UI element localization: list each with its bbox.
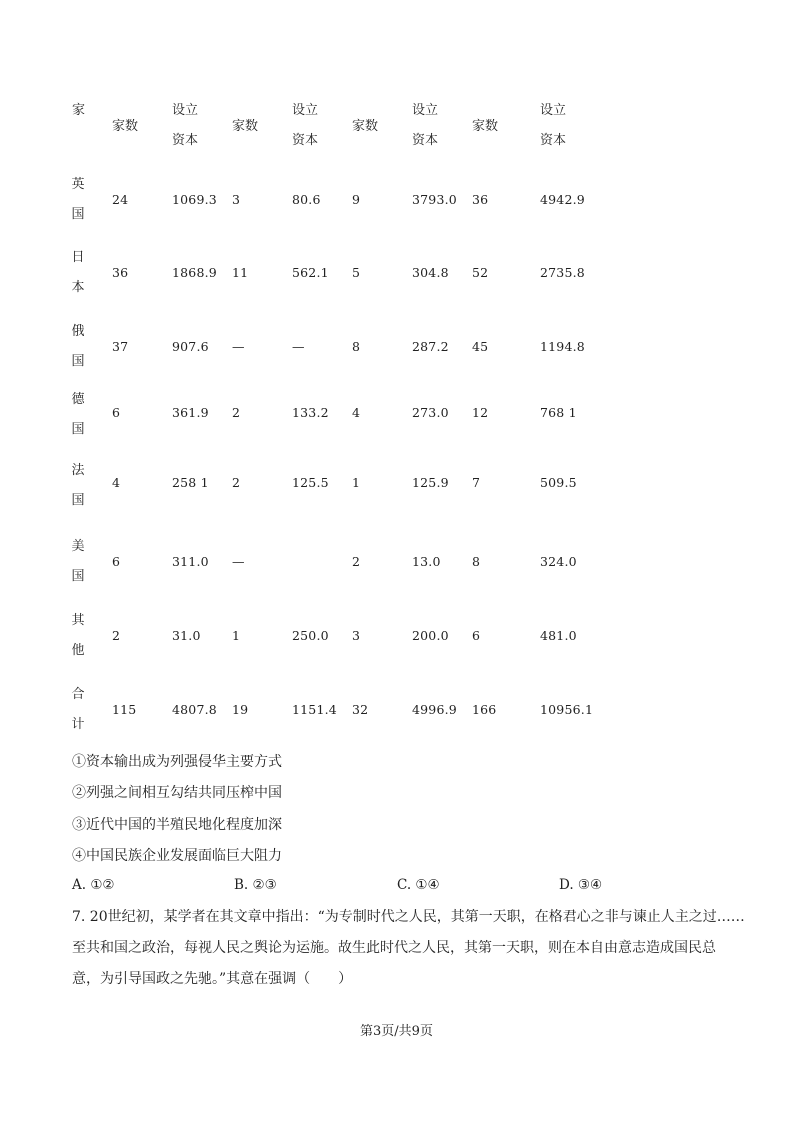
answer-options bbox=[72, 877, 712, 897]
question-7-line-3: 意，为引导国政之先驰。”其意在强调（ ） bbox=[72, 971, 353, 987]
cell-count: 6 bbox=[112, 554, 121, 569]
cell-capital: 250.0 bbox=[292, 628, 329, 643]
cell-count: — bbox=[232, 554, 245, 569]
row-country-name: 其 他 bbox=[71, 613, 85, 658]
cell-capital: 258 1 bbox=[172, 475, 209, 490]
cell-count: 12 bbox=[472, 405, 489, 420]
cell-count: 37 bbox=[112, 339, 129, 354]
header-count-2: 家数 bbox=[232, 119, 259, 134]
cell-capital: 10956.1 bbox=[540, 702, 594, 717]
cell-count: 4 bbox=[352, 405, 361, 420]
row-country-name: 日 本 bbox=[71, 250, 85, 295]
cell-count: 2 bbox=[112, 628, 121, 643]
row-country-name: 德 国 bbox=[71, 392, 85, 437]
header-capital-3: 设立 资本 bbox=[412, 103, 439, 148]
cell-count: 115 bbox=[112, 702, 137, 717]
cell-count: 3 bbox=[232, 192, 241, 207]
cell-capital: 324.0 bbox=[540, 554, 577, 569]
cell-count: 8 bbox=[352, 339, 361, 354]
cell-count: 11 bbox=[232, 265, 249, 280]
row-country-name: 美 国 bbox=[71, 539, 85, 584]
cell-count: 8 bbox=[472, 554, 481, 569]
cell-count: 166 bbox=[472, 702, 497, 717]
cell-capital: 1069.3 bbox=[172, 192, 217, 207]
page-number: 第3页/共9页 bbox=[360, 1024, 433, 1039]
row-country-name: 俄 国 bbox=[71, 324, 85, 369]
cell-capital: 562.1 bbox=[292, 265, 329, 280]
statement-2: ②列强之间相互勾结共同压榨中国 bbox=[72, 785, 282, 801]
cell-capital: 768 1 bbox=[540, 405, 577, 420]
header-capital-1: 设立 资本 bbox=[172, 103, 199, 148]
cell-capital: 509.5 bbox=[540, 475, 577, 490]
cell-count: 9 bbox=[352, 192, 361, 207]
cell-capital: 200.0 bbox=[412, 628, 449, 643]
cell-count: 36 bbox=[112, 265, 129, 280]
option-a[interactable]: A. ①② bbox=[72, 877, 115, 893]
cell-capital: 1868.9 bbox=[172, 265, 217, 280]
cell-capital: 311.0 bbox=[172, 554, 209, 569]
header-count-4: 家数 bbox=[472, 119, 499, 134]
header-capital-2: 设立 资本 bbox=[292, 103, 319, 148]
cell-capital: 125.5 bbox=[292, 475, 329, 490]
row-country-name: 法 国 bbox=[71, 463, 85, 508]
cell-capital: 133.2 bbox=[292, 405, 329, 420]
statement-3: ③近代中国的半殖民地化程度加深 bbox=[72, 817, 282, 833]
cell-count: 45 bbox=[472, 339, 489, 354]
cell-count: 2 bbox=[232, 475, 241, 490]
cell-count: 1 bbox=[352, 475, 361, 490]
cell-count: 36 bbox=[472, 192, 489, 207]
cell-capital: 80.6 bbox=[292, 192, 321, 207]
cell-capital: 481.0 bbox=[540, 628, 577, 643]
header-capital-4: 设立 资本 bbox=[540, 103, 567, 148]
statement-1: ①资本输出成为列强侵华主要方式 bbox=[72, 754, 282, 770]
question-7-line-2: 至共和国之政治，每视人民之舆论为运施。故生此时代之人民，其第一天职，则在本自由意志造成国民总 bbox=[72, 940, 716, 956]
cell-capital: 4942.9 bbox=[540, 192, 585, 207]
cell-count: 1 bbox=[232, 628, 241, 643]
cell-capital: 1151.4 bbox=[292, 702, 337, 717]
cell-capital: 304.8 bbox=[412, 265, 449, 280]
cell-capital: 273.0 bbox=[412, 405, 449, 420]
cell-capital: 4996.9 bbox=[412, 702, 457, 717]
cell-count: 32 bbox=[352, 702, 369, 717]
cell-count: 7 bbox=[472, 475, 481, 490]
question-7-line-1: 7. 20世纪初，某学者在其文章中指出：“为专制时代之人民，其第一天职，在格君心之非与谏止人主之过…… bbox=[72, 909, 745, 925]
cell-capital: 125.9 bbox=[412, 475, 449, 490]
option-b[interactable]: B. ②③ bbox=[234, 877, 277, 893]
option-d[interactable]: D. ③④ bbox=[559, 877, 603, 893]
cell-capital: 287.2 bbox=[412, 339, 449, 354]
header-country: 家 bbox=[72, 103, 86, 118]
cell-count: — bbox=[232, 339, 245, 354]
cell-capital: 31.0 bbox=[172, 628, 201, 643]
header-count-3: 家数 bbox=[352, 119, 379, 134]
cell-capital: 3793.0 bbox=[412, 192, 457, 207]
cell-count: 24 bbox=[112, 192, 129, 207]
cell-count: 19 bbox=[232, 702, 249, 717]
cell-count: 6 bbox=[472, 628, 481, 643]
cell-capital: — bbox=[292, 339, 305, 354]
cell-count: 4 bbox=[112, 475, 121, 490]
cell-capital: 2735.8 bbox=[540, 265, 585, 280]
cell-capital: 361.9 bbox=[172, 405, 209, 420]
statement-4: ④中国民族企业发展面临巨大阻力 bbox=[72, 848, 282, 864]
cell-count: 6 bbox=[112, 405, 121, 420]
cell-capital: 907.6 bbox=[172, 339, 209, 354]
cell-count: 52 bbox=[472, 265, 489, 280]
row-country-name: 合 计 bbox=[71, 687, 85, 732]
cell-capital: 4807.8 bbox=[172, 702, 217, 717]
cell-count: 3 bbox=[352, 628, 361, 643]
cell-capital: 13.0 bbox=[412, 554, 441, 569]
header-count-1: 家数 bbox=[112, 119, 139, 134]
cell-count: 5 bbox=[352, 265, 361, 280]
cell-count: 2 bbox=[232, 405, 241, 420]
row-country-name: 英 国 bbox=[71, 177, 85, 222]
cell-count: 2 bbox=[352, 554, 361, 569]
option-c[interactable]: C. ①④ bbox=[397, 877, 440, 893]
cell-capital: 1194.8 bbox=[540, 339, 585, 354]
question-7 bbox=[72, 902, 745, 995]
